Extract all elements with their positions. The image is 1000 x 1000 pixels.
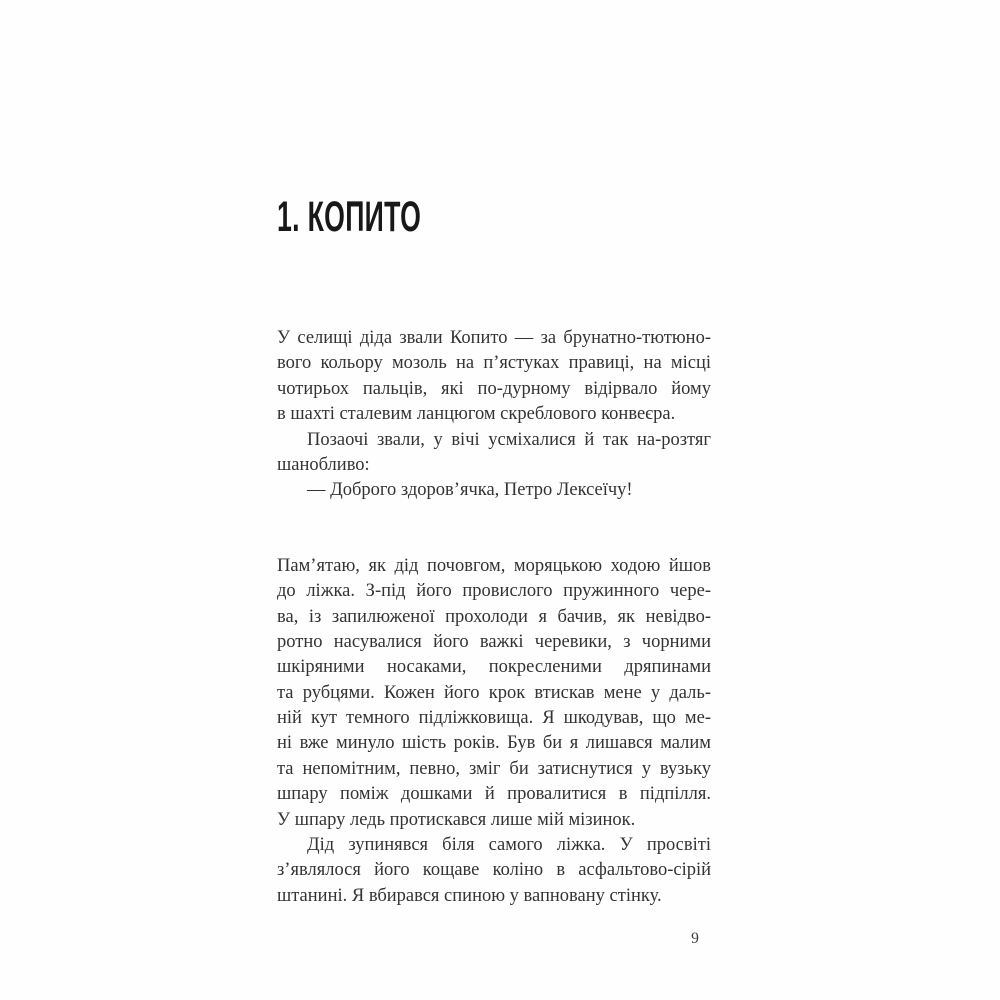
text-line: з’являлося його кощаве коліно в асфальтово-сірій xyxy=(277,860,711,881)
text-line: до ліжка. З-під його провислого пружинного чере- xyxy=(277,581,711,602)
text-line: та непомітним, певно, зміг би затиснутися у вузьку xyxy=(277,758,711,779)
paragraph xyxy=(277,326,711,428)
text-line: в шахті сталевим ланцюгом скреблового конвеєра. xyxy=(277,404,676,425)
page-number: 9 xyxy=(691,930,699,947)
text-line: чотирьох пальців, які по-дурному відірвало йому xyxy=(277,378,711,399)
text-line: Дід зупинявся біля самого ліжка. У просвіті xyxy=(307,835,711,856)
section xyxy=(277,554,711,909)
text-line: штанині. Я вбирався спиною у вапновану стінку. xyxy=(277,885,662,906)
text-line: ва, із запилюженої прохолоди я бачив, як невідво- xyxy=(277,606,711,627)
text-line: ні вже минуло шість років. Був би я лишався малим xyxy=(277,733,711,754)
text-line: Пам’ятаю, як дід почовгом, моряцькою ходою йшов xyxy=(277,555,711,576)
text-line: та рубцями. Кожен його крок втискав мене у даль- xyxy=(277,682,711,703)
text-line: У селищі діда звали Копито — за брунатно-тютюно- xyxy=(277,328,711,348)
text-line: вого кольору мозоль на п’ястуках правиці, на місці xyxy=(277,353,711,374)
text-line: ротно насувалися його важкі черевики, з чорними xyxy=(277,631,711,652)
text-line: ній кут темного підліжковища. Я шкодував, що ме- xyxy=(277,708,711,729)
text-line: шпару поміж дошками й провалитися в підпілля. xyxy=(277,784,711,805)
text-line: шанобливо: xyxy=(277,454,370,475)
section xyxy=(277,326,711,504)
text-line: Позаочі звали, у вічі усміхалися й так на-розтяг xyxy=(307,429,711,450)
text-line: шкіряними носаками, покресленими дряпинами xyxy=(277,657,711,678)
text-block xyxy=(277,326,711,909)
text-line: У шпару ледь протискався лише мій мізинок. xyxy=(277,809,636,830)
paragraph xyxy=(277,833,711,909)
paragraph xyxy=(277,478,711,503)
paragraph xyxy=(277,554,711,833)
paragraph xyxy=(277,428,711,479)
text-line: — Доброго здоров’ячка, Петро Лексеїчу! xyxy=(307,480,633,501)
chapter-title: 1. КОПИТО xyxy=(277,192,422,241)
